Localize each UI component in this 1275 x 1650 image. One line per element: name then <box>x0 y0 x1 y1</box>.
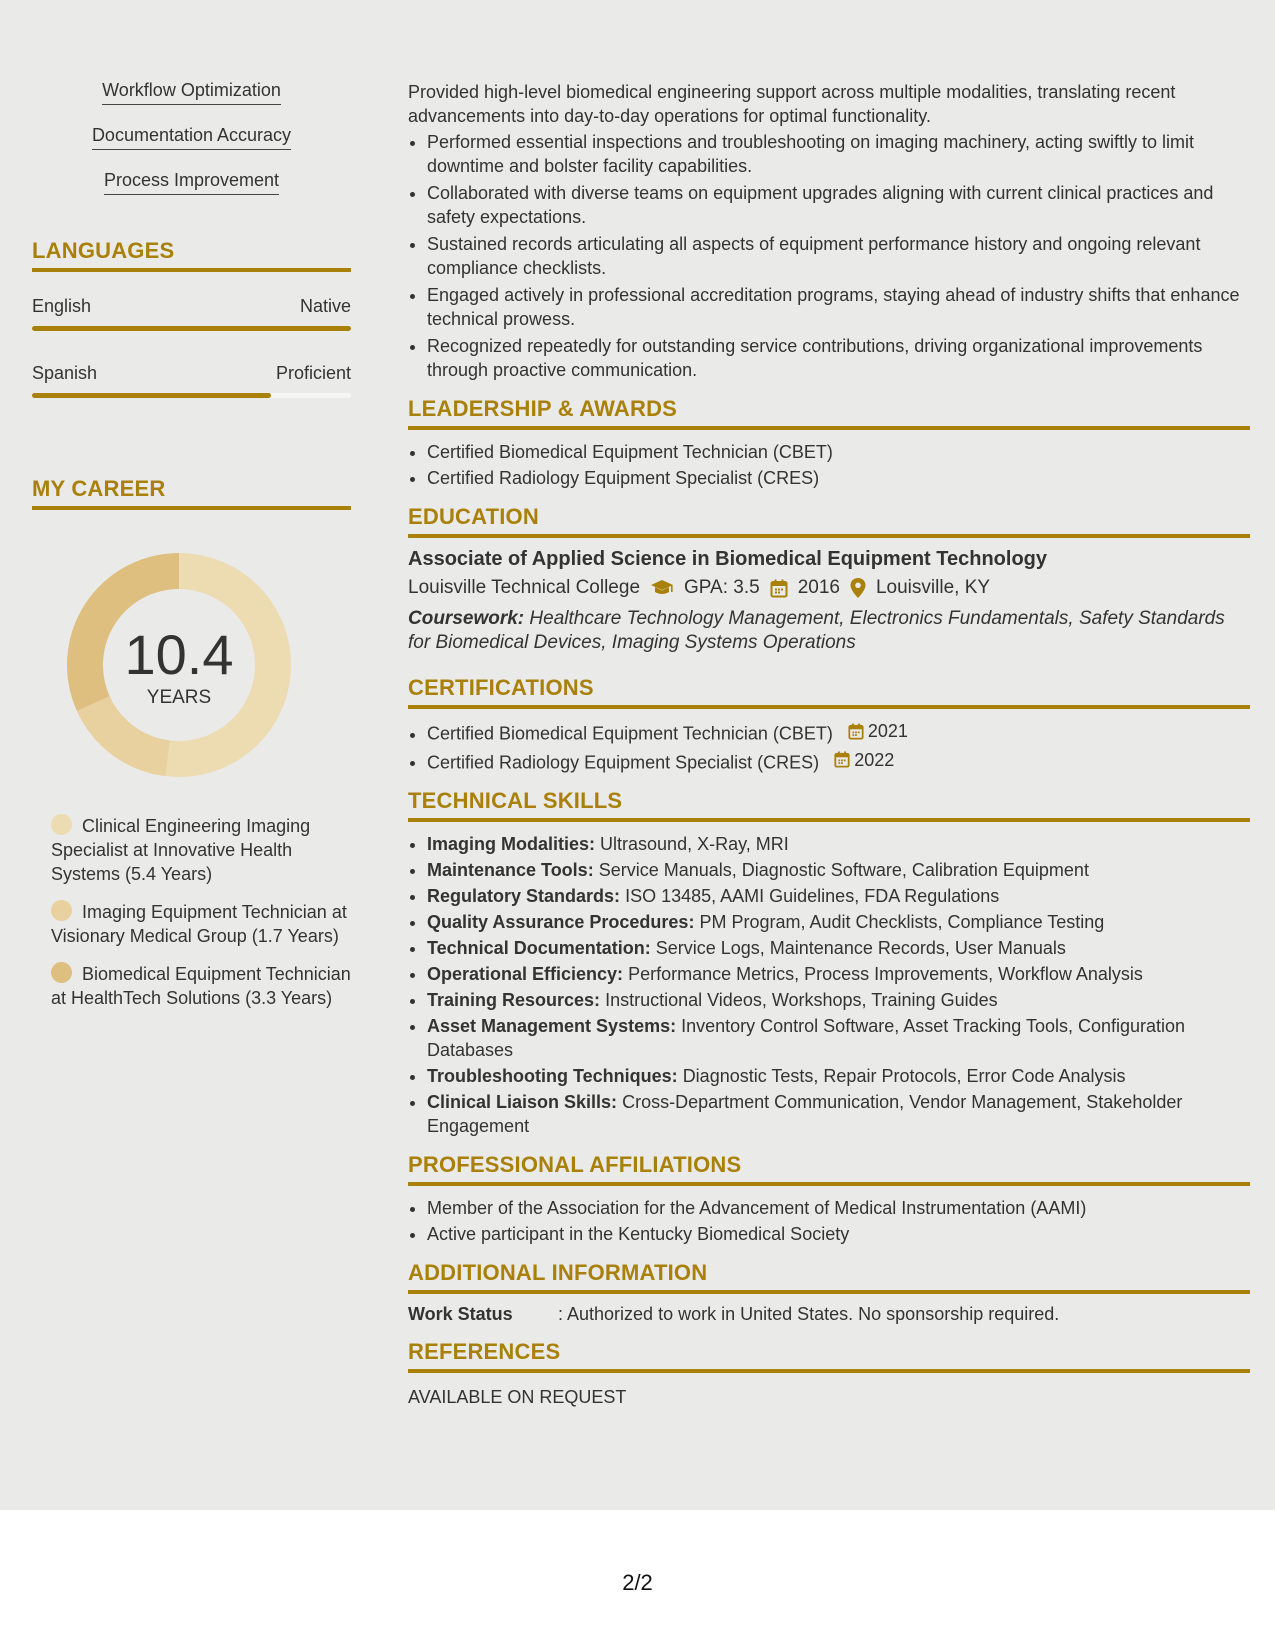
certifications-heading: CERTIFICATIONS <box>408 675 1250 709</box>
list-item: • Active participant in the Kentucky Biomedical Society <box>427 1222 1250 1246</box>
career-section <box>32 476 351 1010</box>
certifications-section <box>408 675 1250 774</box>
affiliations-heading: PROFESSIONAL AFFILIATIONS <box>408 1152 1250 1186</box>
coursework-label: Coursework: <box>408 608 525 629</box>
skill-item: • Asset Management Systems: Inventory Control Software, Asset Tracking Tools, Configuration Databases <box>427 1014 1250 1062</box>
list-item: • Certified Radiology Equipment Specialist (CRES) <box>427 466 1250 490</box>
skill-item: • Clinical Liaison Skills: Cross-Department Communication, Vendor Management, Stakeholder Engagement <box>427 1090 1250 1138</box>
career-item: Clinical Engineering Imaging Specialist at Innovative Health Systems (5.4 Years) <box>51 816 311 884</box>
school-name: Louisville Technical College <box>408 577 641 598</box>
languages-section <box>32 238 351 398</box>
language-bar-fill <box>32 393 271 398</box>
right-column <box>408 80 1250 1408</box>
strength-tag: Process Improvement <box>32 170 351 196</box>
legend-dot <box>51 962 72 983</box>
references-section <box>408 1339 1250 1408</box>
list-item: • Performed essential inspections and troubleshooting on imaging machinery, acting swiftly to limit downtime and bolster facility capabilities. <box>427 130 1250 178</box>
career-item: Imaging Equipment Technician at Visionary Medical Group (1.7 Years) <box>51 902 347 946</box>
work-status-value: : Authorized to work in United States. No sponsorship required. <box>558 1304 1060 1324</box>
skill-item: • Technical Documentation: Service Logs, Maintenance Records, User Manuals <box>427 936 1250 960</box>
legend-dot <box>51 814 72 835</box>
experience-bullets <box>408 130 1250 382</box>
degree-title: Associate of Applied Science in Biomedical Equipment Technology <box>408 548 1048 570</box>
career-years-label: YEARS <box>146 687 212 708</box>
list-item: • Certified Biomedical Equipment Technician (CBET) <box>427 440 1250 464</box>
education-details <box>408 577 1250 599</box>
calendar-icon <box>834 751 850 768</box>
gpa: GPA: 3.5 <box>684 577 760 598</box>
language-name: Spanish <box>32 363 98 383</box>
calendar-icon <box>770 579 788 598</box>
coursework <box>408 607 1250 655</box>
legend-dot <box>51 900 72 921</box>
language-bar <box>32 326 351 331</box>
career-list <box>32 814 351 1010</box>
language-item <box>32 363 351 398</box>
strength-tag: Workflow Optimization <box>32 80 351 106</box>
location-pin-icon <box>850 578 866 598</box>
additional-info-heading: ADDITIONAL INFORMATION <box>408 1260 1250 1294</box>
language-level: Proficient <box>275 363 351 383</box>
skill-item: • Quality Assurance Procedures: PM Program, Audit Checklists, Compliance Testing <box>427 910 1250 934</box>
cert-date: 2022 <box>834 748 894 772</box>
skill-item: • Regulatory Standards: ISO 13485, AAMI Guidelines, FDA Regulations <box>427 884 1250 908</box>
list-item: • Sustained records articulating all aspects of equipment performance history and ongoing relevant compliance checklists. <box>427 232 1250 280</box>
work-status-row <box>408 1304 1250 1325</box>
coursework-text: Healthcare Technology Management, Electronics Fundamentals, Safety Standards for Biomedical Devices, Imaging Systems Operations <box>408 608 1225 653</box>
references-text: AVAILABLE ON REQUEST <box>408 1387 627 1407</box>
list-item: • Engaged actively in professional accreditation programs, staying ahead of industry shifts that enhance technical prowess. <box>427 283 1250 331</box>
awards-heading: LEADERSHIP & AWARDS <box>408 396 1250 430</box>
work-status-label: Work Status <box>408 1304 513 1324</box>
languages-heading: LANGUAGES <box>32 238 351 272</box>
list-item: • Certified Biomedical Equipment Technician (CBET) 2021 <box>427 719 1250 746</box>
skill-item: • Operational Efficiency: Performance Metrics, Process Improvements, Workflow Analysis <box>427 962 1250 986</box>
career-total-years: 10.4 <box>124 623 234 686</box>
skill-item: • Training Resources: Instructional Videos, Workshops, Training Guides <box>427 988 1250 1012</box>
language-name: English <box>32 296 92 316</box>
skills-section <box>408 788 1250 1138</box>
list-item: • Certified Radiology Equipment Specialist (CRES) 2022 <box>427 748 1250 775</box>
list-item: • Recognized repeatedly for outstanding service contributions, driving organizational improvements through proactive communication. <box>427 334 1250 382</box>
career-donut-chart <box>64 550 294 780</box>
skill-item: • Maintenance Tools: Service Manuals, Diagnostic Software, Calibration Equipment <box>427 858 1250 882</box>
skill-item: • Imaging Modalities: Ultrasound, X-Ray, MRI <box>427 832 1250 856</box>
calendar-icon <box>848 723 864 740</box>
school-location: Louisville, KY <box>875 577 991 598</box>
career-heading: MY CAREER <box>32 476 351 510</box>
experience-summary: Provided high-level biomedical engineering support across multiple modalities, translating recent advancements into day-to-day operations for optimal functionality. <box>408 82 1176 126</box>
additional-info-section <box>408 1260 1250 1325</box>
left-column <box>32 80 351 1024</box>
awards-section <box>408 396 1250 490</box>
education-section <box>408 504 1250 655</box>
language-level: Native <box>299 296 351 316</box>
references-heading: REFERENCES <box>408 1339 1250 1373</box>
language-bar-fill <box>32 326 351 331</box>
page-number: 2/2 <box>622 1570 653 1595</box>
language-bar <box>32 393 351 398</box>
career-item: Biomedical Equipment Technician at HealthTech Solutions (3.3 Years) <box>51 964 351 1008</box>
skill-item: • Troubleshooting Techniques: Diagnostic Tests, Repair Protocols, Error Code Analysis <box>427 1064 1250 1088</box>
education-heading: EDUCATION <box>408 504 1250 538</box>
list-item: • Collaborated with diverse teams on equipment upgrades aligning with current clinical practices and safety expectations. <box>427 181 1250 229</box>
list-item: • Member of the Association for the Advancement of Medical Instrumentation (AAMI) <box>427 1196 1250 1220</box>
language-item <box>32 296 351 331</box>
graduation-year: 2016 <box>797 577 840 598</box>
affiliations-section <box>408 1152 1250 1246</box>
cert-date: 2021 <box>848 719 908 743</box>
graduation-cap-icon <box>650 579 674 597</box>
skills-heading: TECHNICAL SKILLS <box>408 788 1250 822</box>
strength-tag: Documentation Accuracy <box>32 125 351 151</box>
